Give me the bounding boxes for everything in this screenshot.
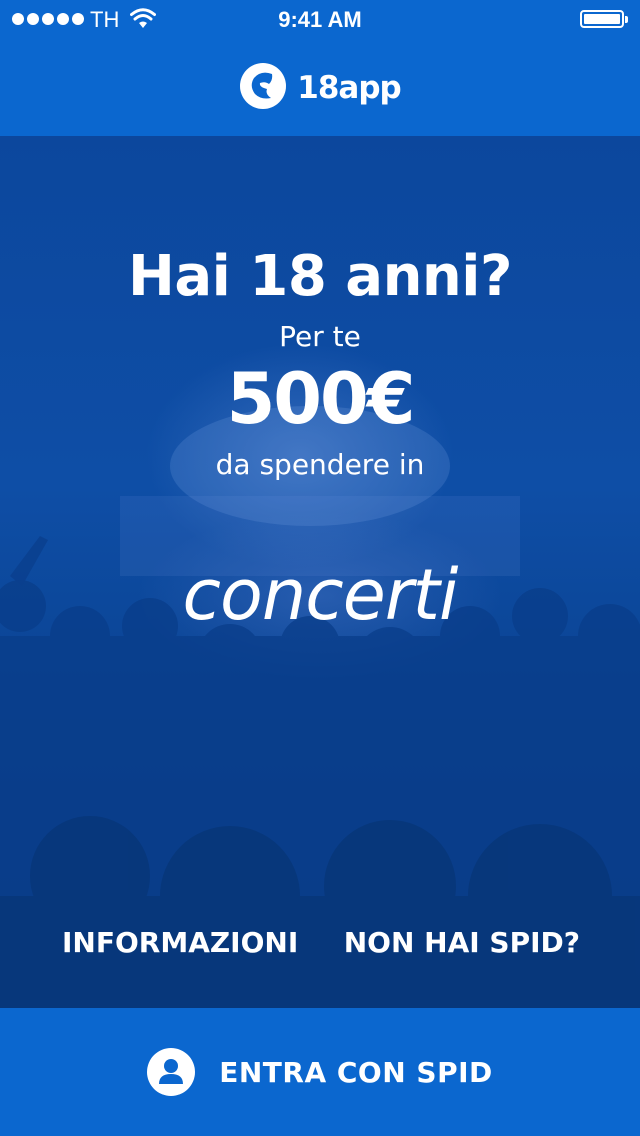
18app-logo-icon — [239, 62, 287, 114]
spend-text: da spendere in — [215, 448, 425, 481]
login-spid-button[interactable] — [0, 1008, 640, 1136]
bonus-amount: 500€ — [226, 358, 414, 440]
category-text: concerti — [182, 554, 458, 636]
login-spid-label: ENTRA CON SPID — [219, 1055, 493, 1089]
no-spid-link[interactable]: NON HAI SPID? — [343, 926, 580, 959]
hero-headline: Hai 18 anni? — [128, 244, 512, 309]
status-time: 9:41 AM — [278, 7, 362, 32]
brand-name: 18app — [297, 70, 401, 106]
hero-subtitle: Per te — [279, 320, 361, 353]
carrier-name: TH — [90, 7, 120, 32]
info-link[interactable]: INFORMAZIONI — [62, 926, 299, 959]
user-icon — [147, 1048, 195, 1096]
brand-logo — [0, 60, 640, 116]
status-bar — [0, 0, 640, 40]
hero-banner — [0, 136, 640, 1008]
battery-icon — [580, 10, 624, 28]
